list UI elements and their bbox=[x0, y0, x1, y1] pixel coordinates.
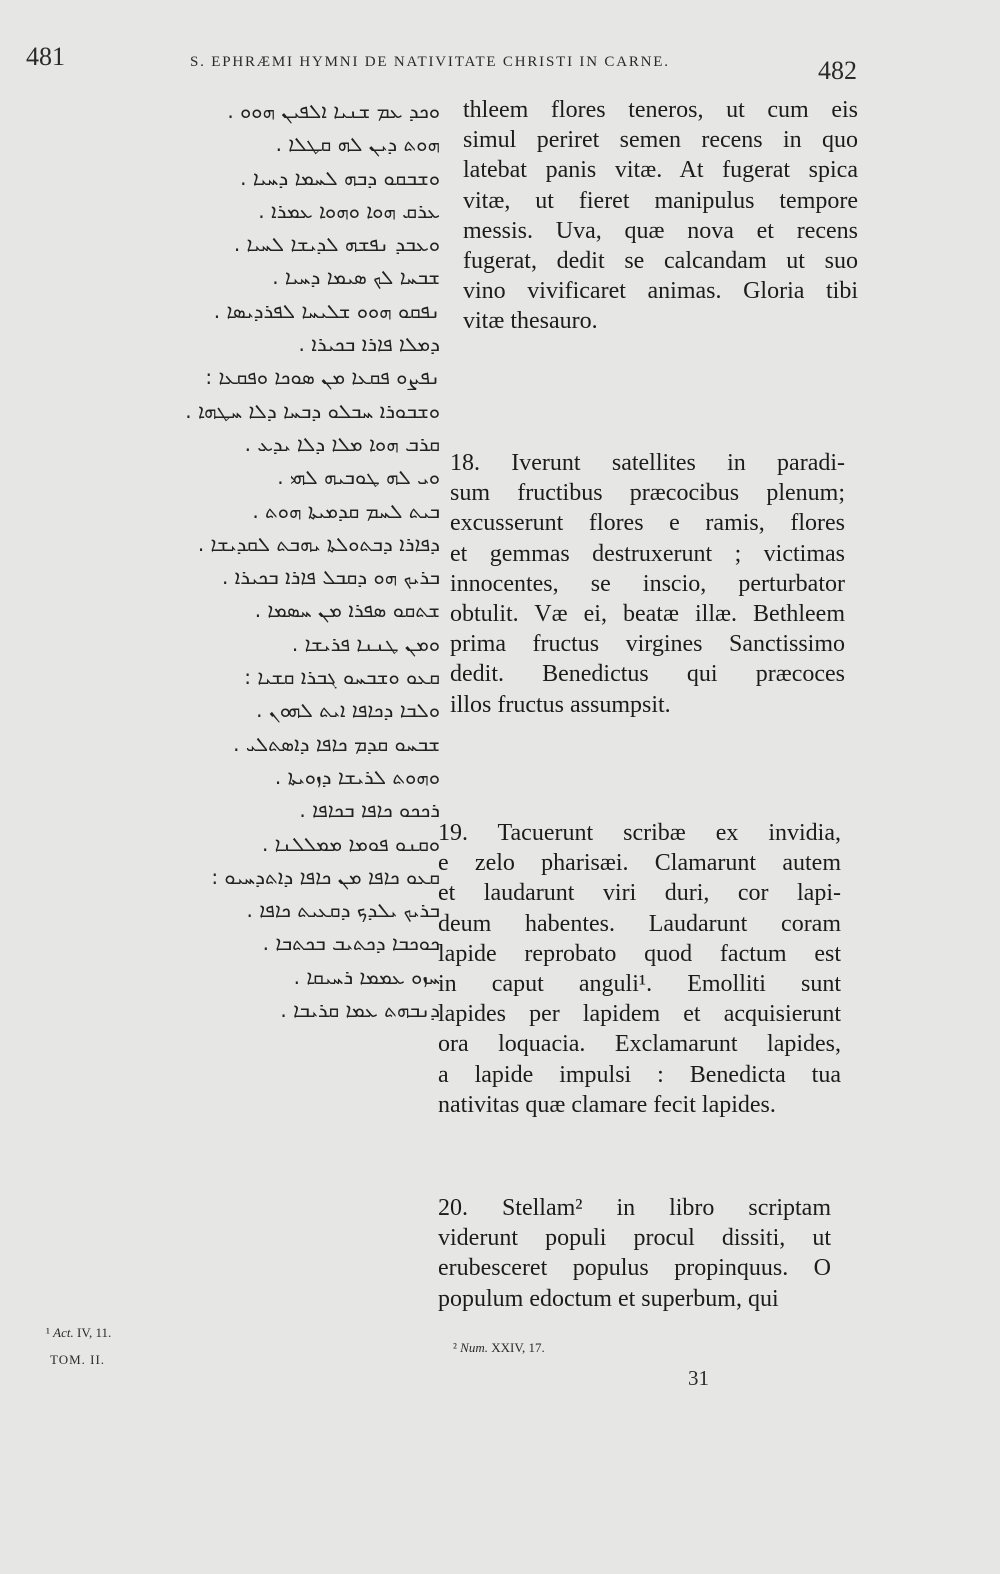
text-line: a lapide impulsi : Benedicta tua bbox=[438, 1061, 841, 1088]
syriac-line: ܚܙܘ ܥܡܡܐ ܪܚܝܩܐ . bbox=[293, 964, 440, 989]
text-line: ora loquacia. Exclamarunt lapides, bbox=[438, 1031, 841, 1058]
text-line: lapides per lapidem et acquisierunt bbox=[438, 1001, 841, 1028]
running-head: S. EPHRÆMI HYMNI DE NATIVITATE CHRISTI IN CARNE. bbox=[190, 54, 670, 70]
paragraph-20 bbox=[438, 1193, 831, 1314]
text-line: e zelo pharisæi. Clamarunt autem bbox=[438, 850, 841, 877]
footnote-location: IV, 11. bbox=[76, 1325, 112, 1340]
syriac-line: ܩܥܘ ܟܐܦܐ ܡܢ ܟܐܦܐ ܕܐܬܕܚܝܘ : bbox=[211, 864, 440, 889]
text-line: viderunt populi procul dissiti, ut bbox=[438, 1225, 831, 1252]
text-line: illos fructus assumpsit. bbox=[450, 691, 671, 718]
syriac-text-column bbox=[150, 95, 440, 1027]
text-line: prima fructus virgines Sanctissimo bbox=[450, 631, 845, 658]
text-line: vitæ, ut fieret manipulus tempore bbox=[463, 187, 858, 214]
text-line: populum edoctum et superbum, qui bbox=[438, 1285, 779, 1312]
page-number-right: 482 bbox=[818, 56, 857, 85]
text-line: sum fructibus præcocibus plenum; bbox=[450, 480, 845, 507]
paragraph-19 bbox=[438, 818, 841, 1120]
syriac-line: ܘܥܒܕ ܢܦܫܗ ܠܕܝܫܐ ܠܚܝܐ . bbox=[233, 232, 440, 257]
footnote-reference: Num. bbox=[460, 1340, 488, 1355]
text-line: in caput anguli¹. Emolliti sunt bbox=[438, 971, 841, 998]
footnote-left bbox=[46, 1325, 111, 1341]
syriac-line: ܫܒܚܐ ܠܟ ܣܝܡܐ ܕܚܝܐ . bbox=[272, 265, 440, 290]
syriac-line: ܢܦܩܘ ܗܘܘ ܫܠܝܚܐ ܠܦܪܕܝܣܐ . bbox=[213, 298, 440, 323]
text-line: dedit. Benedictus qui præcoces bbox=[450, 661, 845, 688]
text-line: thleem flores teneros, ut cum eis bbox=[463, 97, 858, 123]
volume-mark: TOM. II. bbox=[50, 1352, 106, 1367]
syriac-line: ܘܠܒܐ ܕܟܐܦܐ ܐܝܬ ܠܗܘܢ . bbox=[256, 698, 440, 723]
syriac-line: ܘܡܢ ܛܢܢܐ ܦܪܝܫܐ . bbox=[291, 631, 440, 656]
text-line: vino vivificaret animas. Gloria tibi bbox=[463, 278, 858, 305]
text-line: 20. Stellam² in libro scriptam bbox=[438, 1195, 831, 1221]
syriac-line: ܫܒܚܘ ܩܕܡ ܟܐܦܐ ܕܐܣܬܠܝ . bbox=[233, 731, 440, 756]
text-line: et gemmas destruxerunt ; victimas bbox=[450, 540, 845, 567]
syriac-line: ܥܪܩ ܗܘܐ ܘܗܘܐ ܥܡܪܐ . bbox=[258, 198, 440, 223]
footnote-right bbox=[453, 1340, 545, 1356]
syriac-line: ܘܫܒܘܪܐ ܚܒܠܘ ܕܒܚܐ ܕܠܐ ܚܛܗܐ . bbox=[185, 398, 440, 423]
syriac-line: ܪܟܟܘ ܟܐܦܐ ܒܟܐܦܐ . bbox=[299, 798, 440, 823]
footnote-reference: Act. bbox=[53, 1325, 74, 1340]
syriac-line: ܕܡܠܐ ܦܐܪܐ ܒܟܝܪܐ . bbox=[298, 332, 440, 357]
syriac-line: ܕܢܒܗܬ ܥܡܐ ܩܪܝܒܐ . bbox=[280, 998, 440, 1023]
footnote-marker: ¹ bbox=[46, 1325, 50, 1340]
syriac-line: ܩܪܒ ܗܘܐ ܡܠܐ ܕܠܐ ܝܕܥ . bbox=[244, 431, 440, 456]
paragraph-18 bbox=[450, 448, 845, 720]
syriac-line: ܒܪܝܟ ܝܠܕܟ ܕܩܥܝܬ ܟܐܦܐ . bbox=[246, 898, 440, 923]
signature-mark: 31 bbox=[688, 1366, 709, 1390]
text-line: lapide reprobato quod factum est bbox=[438, 940, 841, 967]
syriac-line: ܘܟܕ ܥܡ ܫܢܝܐ ܐܠܦܝܢ ܗܘܘ . bbox=[227, 99, 440, 123]
footnote-marker: ² bbox=[453, 1340, 457, 1355]
syriac-line: ܟܘܟܒܐ ܕܟܬܝܒ ܒܟܬܒܐ . bbox=[262, 931, 440, 956]
syriac-line: ܒܝܬ ܠܚܡ ܩܕܡܝܬܐ ܗܘܬ . bbox=[252, 498, 440, 523]
syriac-line: ܩܥܘ ܘܫܒܚܘ ܓܒܪܐ ܩܫܝܐ : bbox=[244, 665, 440, 690]
text-line: vitæ thesauro. bbox=[463, 308, 598, 335]
syriac-line: ܘܗܘܬ ܠܪܝܫܐ ܕܙܘܝܬܐ . bbox=[274, 764, 440, 789]
text-line: deum habentes. Laudarunt coram bbox=[438, 910, 841, 937]
text-line: simul periret semen recens in quo bbox=[463, 127, 858, 154]
text-line: 19. Tacuerunt scribæ ex invidia, bbox=[438, 820, 841, 846]
text-line: latebat panis vitæ. At fugerat spica bbox=[463, 157, 858, 184]
syriac-line: ܘܩܢܘ ܦܘܡܐ ܡܡܠܠܢܐ . bbox=[261, 831, 440, 856]
text-line: erubesceret populus propinquus. O bbox=[438, 1255, 831, 1282]
text-line: excusserunt flores e ramis, flores bbox=[450, 510, 845, 537]
syriac-line: ܫܬܩܘ ܣܦܪܐ ܡܢ ܚܣܡܐ . bbox=[254, 598, 440, 623]
text-line: et laudarunt viri duri, cor lapi- bbox=[438, 880, 841, 907]
text-line: messis. Uva, quæ nova et recens bbox=[463, 217, 858, 244]
syriac-line: ܢܦܨܘ ܦܩܥܐ ܡܢ ܣܘܟܐ ܘܦܩܥܐ : bbox=[205, 365, 440, 390]
syriac-line: ܒܪܝܟ ܗܘ ܕܩܒܠ ܦܐܪܐ ܒܟܝܪܐ . bbox=[221, 565, 440, 590]
syriac-line: ܕܦܐܪܐ ܕܒܬܘܠܬܐ ܝܗܒܬ ܠܩܕܝܫܐ . bbox=[197, 531, 440, 556]
paragraph-17-continuation bbox=[463, 95, 858, 337]
text-line: obtulit. Væ ei, beatæ illæ. Bethleem bbox=[450, 601, 845, 628]
footnote-location: XXIV, 17. bbox=[491, 1340, 545, 1355]
text-line: fugerat, dedit se calcandam ut suo bbox=[463, 248, 858, 275]
text-line: innocentes, se inscio, perturbator bbox=[450, 570, 845, 597]
text-line: nativitas quæ clamare fecit lapides. bbox=[438, 1091, 776, 1118]
syriac-line: ܘܫܒܩܘ ܕܒܗ ܠܚܡܐ ܕܚܝܐ . bbox=[240, 165, 440, 190]
page-number-left: 481 bbox=[26, 42, 65, 71]
text-line: 18. Iverunt satellites in paradi- bbox=[450, 450, 845, 476]
syriac-line: ܘܝ ܠܗ ܛܘܒܝܗ ܠܗܝ . bbox=[277, 465, 440, 490]
syriac-line: ܗܘܬ ܕܝܢ ܠܗ ܩܛܠܐ . bbox=[275, 132, 440, 157]
